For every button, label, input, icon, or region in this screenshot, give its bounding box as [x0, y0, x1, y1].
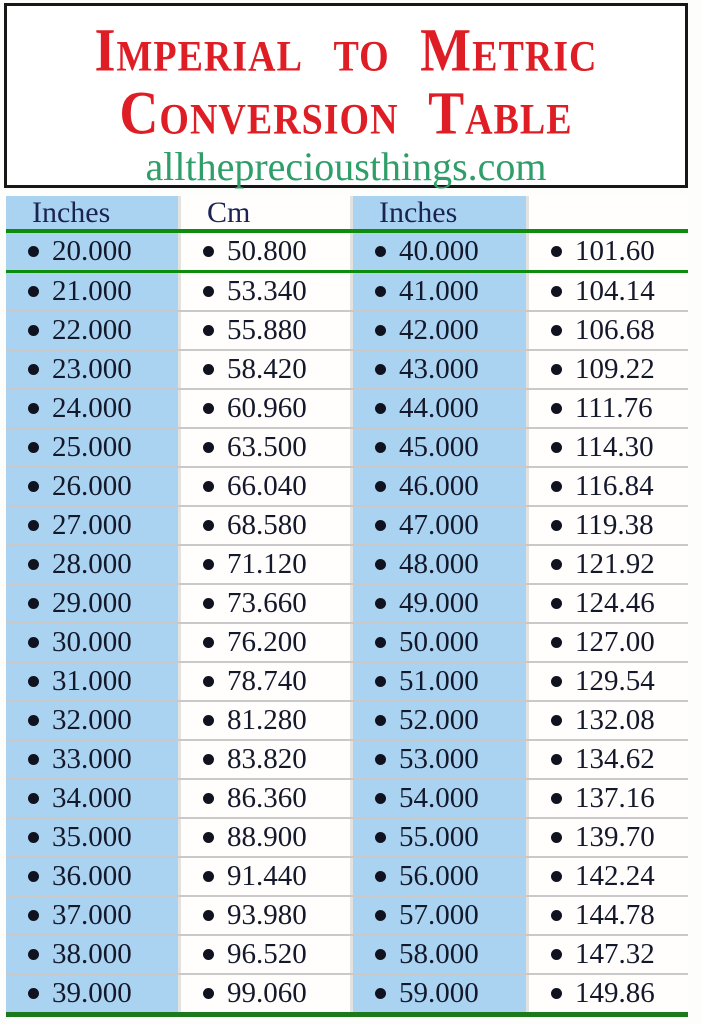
- bullet-icon: [203, 286, 214, 297]
- table-row: [6, 858, 688, 897]
- cell-cm-left: 99.060: [178, 975, 350, 1012]
- cell-cm-right: 137.16: [526, 780, 688, 817]
- table-row: [6, 273, 688, 312]
- cell-inches-left: 31.000: [6, 663, 178, 700]
- table-row: [6, 546, 688, 585]
- cell-inches-left: 22.000: [6, 312, 178, 349]
- cell-cm-left: 50.800: [178, 233, 350, 270]
- cell-cm-right: 134.62: [526, 741, 688, 778]
- cell-cm-right: 116.84: [526, 468, 688, 505]
- cell-cm-left: 66.040: [178, 468, 350, 505]
- bullet-icon: [28, 481, 39, 492]
- cell-inches-left: 23.000: [6, 351, 178, 388]
- cell-inches-left: 21.000: [6, 273, 178, 310]
- cell-inches-left: 29.000: [6, 585, 178, 622]
- table-row: [6, 390, 688, 429]
- cell-cm-right: 104.14: [526, 273, 688, 310]
- cell-inches-right: 42.000: [350, 312, 526, 349]
- cell-cm-left: 88.900: [178, 819, 350, 856]
- cell-cm-left: 83.820: [178, 741, 350, 778]
- bullet-icon: [551, 676, 562, 687]
- column-header-inches-2: Inches: [350, 196, 526, 229]
- cell-cm-right: 114.30: [526, 429, 688, 466]
- bullet-icon: [551, 754, 562, 765]
- bullet-icon: [375, 442, 386, 453]
- cell-cm-right: 132.08: [526, 702, 688, 739]
- cell-inches-left: 33.000: [6, 741, 178, 778]
- bullet-icon: [203, 442, 214, 453]
- bullet-icon: [28, 442, 39, 453]
- bullet-icon: [375, 754, 386, 765]
- bullet-icon: [551, 598, 562, 609]
- bullet-icon: [203, 598, 214, 609]
- bullet-icon: [551, 246, 562, 257]
- bullet-icon: [375, 598, 386, 609]
- bullet-icon: [551, 403, 562, 414]
- bullet-icon: [28, 637, 39, 648]
- bullet-icon: [375, 364, 386, 375]
- cell-cm-left: 73.660: [178, 585, 350, 622]
- cell-inches-right: 43.000: [350, 351, 526, 388]
- cell-cm-left: 58.420: [178, 351, 350, 388]
- bullet-icon: [551, 793, 562, 804]
- cell-cm-right: 101.60: [526, 233, 688, 270]
- cell-inches-left: 27.000: [6, 507, 178, 544]
- cell-inches-right: 49.000: [350, 585, 526, 622]
- bullet-icon: [551, 481, 562, 492]
- column-header-cm-1: Cm: [178, 196, 350, 229]
- bullet-icon: [28, 325, 39, 336]
- cell-inches-right: 40.000: [350, 233, 526, 270]
- bullet-icon: [551, 325, 562, 336]
- cell-cm-left: 86.360: [178, 780, 350, 817]
- table-row: [6, 585, 688, 624]
- cell-cm-left: 68.580: [178, 507, 350, 544]
- cell-cm-left: 76.200: [178, 624, 350, 661]
- cell-inches-left: 34.000: [6, 780, 178, 817]
- bullet-icon: [28, 286, 39, 297]
- bullet-icon: [375, 676, 386, 687]
- cell-cm-left: 63.500: [178, 429, 350, 466]
- table-row: [6, 624, 688, 663]
- cell-inches-right: 46.000: [350, 468, 526, 505]
- cell-inches-left: 39.000: [6, 975, 178, 1012]
- table-row: [6, 312, 688, 351]
- cell-cm-right: 106.68: [526, 312, 688, 349]
- cell-cm-right: 111.76: [526, 390, 688, 427]
- table-row: [6, 663, 688, 702]
- cell-inches-right: 41.000: [350, 273, 526, 310]
- cell-cm-right: 142.24: [526, 858, 688, 895]
- cell-cm-right: 144.78: [526, 897, 688, 934]
- table-row: [6, 429, 688, 468]
- cell-cm-right: 109.22: [526, 351, 688, 388]
- bullet-icon: [28, 246, 39, 257]
- bullet-icon: [203, 910, 214, 921]
- bullet-icon: [28, 520, 39, 531]
- cell-inches-right: 52.000: [350, 702, 526, 739]
- column-header-inches-1: Inches: [6, 196, 178, 229]
- bullet-icon: [203, 832, 214, 843]
- bullet-icon: [203, 559, 214, 570]
- bullet-icon: [28, 793, 39, 804]
- cell-inches-right: 45.000: [350, 429, 526, 466]
- bullet-icon: [375, 715, 386, 726]
- table-row: [6, 819, 688, 858]
- cell-inches-right: 56.000: [350, 858, 526, 895]
- bullet-icon: [28, 754, 39, 765]
- bullet-icon: [203, 520, 214, 531]
- cell-inches-left: 24.000: [6, 390, 178, 427]
- bullet-icon: [203, 715, 214, 726]
- website-text: allthepreciousthings.com: [145, 144, 547, 189]
- bullet-icon: [551, 442, 562, 453]
- cell-inches-right: 48.000: [350, 546, 526, 583]
- bullet-icon: [28, 403, 39, 414]
- cell-inches-right: 57.000: [350, 897, 526, 934]
- cell-cm-right: 147.32: [526, 936, 688, 973]
- cell-inches-left: 32.000: [6, 702, 178, 739]
- bullet-icon: [551, 637, 562, 648]
- table-row: [6, 936, 688, 975]
- bullet-icon: [375, 246, 386, 257]
- page-title-line1: Imperial to Metric: [94, 15, 598, 85]
- bullet-icon: [551, 949, 562, 960]
- bullet-icon: [551, 832, 562, 843]
- bullet-icon: [375, 793, 386, 804]
- bullet-icon: [551, 988, 562, 999]
- bullet-icon: [375, 871, 386, 882]
- cell-inches-right: 44.000: [350, 390, 526, 427]
- bullet-icon: [203, 637, 214, 648]
- table-row: [6, 897, 688, 936]
- cell-cm-left: 93.980: [178, 897, 350, 934]
- cell-cm-left: 96.520: [178, 936, 350, 973]
- cell-cm-right: 119.38: [526, 507, 688, 544]
- table-row: [6, 975, 688, 1012]
- bullet-icon: [551, 364, 562, 375]
- bullet-icon: [375, 520, 386, 531]
- bullet-icon: [28, 598, 39, 609]
- bullet-icon: [375, 403, 386, 414]
- cell-inches-right: 53.000: [350, 741, 526, 778]
- bullet-icon: [28, 949, 39, 960]
- cell-inches-right: 51.000: [350, 663, 526, 700]
- bullet-icon: [203, 481, 214, 492]
- bullet-icon: [203, 754, 214, 765]
- bullet-icon: [375, 637, 386, 648]
- cell-inches-right: 54.000: [350, 780, 526, 817]
- bullet-icon: [28, 910, 39, 921]
- cell-inches-left: 25.000: [6, 429, 178, 466]
- cell-cm-right: 121.92: [526, 546, 688, 583]
- column-header-cm-2: [526, 196, 688, 229]
- page-title-line2: Conversion Table: [119, 78, 573, 148]
- cell-inches-left: 30.000: [6, 624, 178, 661]
- cell-inches-left: 35.000: [6, 819, 178, 856]
- bullet-icon: [551, 559, 562, 570]
- bullet-icon: [28, 559, 39, 570]
- table-row: [6, 702, 688, 741]
- bullet-icon: [203, 676, 214, 687]
- cell-cm-left: 91.440: [178, 858, 350, 895]
- cell-cm-left: 55.880: [178, 312, 350, 349]
- bullet-icon: [28, 676, 39, 687]
- bullet-icon: [375, 949, 386, 960]
- bullet-icon: [375, 325, 386, 336]
- cell-cm-left: 78.740: [178, 663, 350, 700]
- cell-inches-left: 36.000: [6, 858, 178, 895]
- cell-cm-left: 53.340: [178, 273, 350, 310]
- bullet-icon: [203, 949, 214, 960]
- cell-inches-right: 47.000: [350, 507, 526, 544]
- cell-inches-left: 38.000: [6, 936, 178, 973]
- cell-inches-left: 26.000: [6, 468, 178, 505]
- bullet-icon: [375, 988, 386, 999]
- table-body: [6, 233, 688, 1012]
- table-header-row: [6, 196, 688, 233]
- bullet-icon: [551, 286, 562, 297]
- bullet-icon: [203, 871, 214, 882]
- cell-cm-right: 124.46: [526, 585, 688, 622]
- cell-inches-left: 37.000: [6, 897, 178, 934]
- bullet-icon: [28, 715, 39, 726]
- bullet-icon: [28, 832, 39, 843]
- bullet-icon: [203, 793, 214, 804]
- bullet-icon: [375, 832, 386, 843]
- table-row: [6, 741, 688, 780]
- bullet-icon: [375, 559, 386, 570]
- cell-cm-left: 71.120: [178, 546, 350, 583]
- conversion-table: [6, 196, 688, 1017]
- bullet-icon: [551, 871, 562, 882]
- table-row: [6, 351, 688, 390]
- cell-cm-right: 127.00: [526, 624, 688, 661]
- title-card: [4, 3, 688, 188]
- cell-inches-right: 59.000: [350, 975, 526, 1012]
- cell-inches-right: 58.000: [350, 936, 526, 973]
- bullet-icon: [203, 246, 214, 257]
- cell-cm-left: 60.960: [178, 390, 350, 427]
- cell-inches-left: 20.000: [6, 233, 178, 270]
- bullet-icon: [28, 364, 39, 375]
- cell-inches-right: 55.000: [350, 819, 526, 856]
- bullet-icon: [551, 910, 562, 921]
- table-row: [6, 233, 688, 273]
- table-row: [6, 780, 688, 819]
- bullet-icon: [203, 325, 214, 336]
- table-row: [6, 468, 688, 507]
- bullet-icon: [28, 871, 39, 882]
- table-row: [6, 507, 688, 546]
- cell-cm-right: 129.54: [526, 663, 688, 700]
- cell-cm-right: 139.70: [526, 819, 688, 856]
- cell-inches-left: 28.000: [6, 546, 178, 583]
- bullet-icon: [375, 286, 386, 297]
- bullet-icon: [203, 364, 214, 375]
- bullet-icon: [375, 481, 386, 492]
- bullet-icon: [28, 988, 39, 999]
- cell-inches-right: 50.000: [350, 624, 526, 661]
- bullet-icon: [551, 520, 562, 531]
- bullet-icon: [203, 988, 214, 999]
- bullet-icon: [375, 910, 386, 921]
- cell-cm-left: 81.280: [178, 702, 350, 739]
- bullet-icon: [203, 403, 214, 414]
- cell-cm-right: 149.86: [526, 975, 688, 1012]
- bullet-icon: [551, 715, 562, 726]
